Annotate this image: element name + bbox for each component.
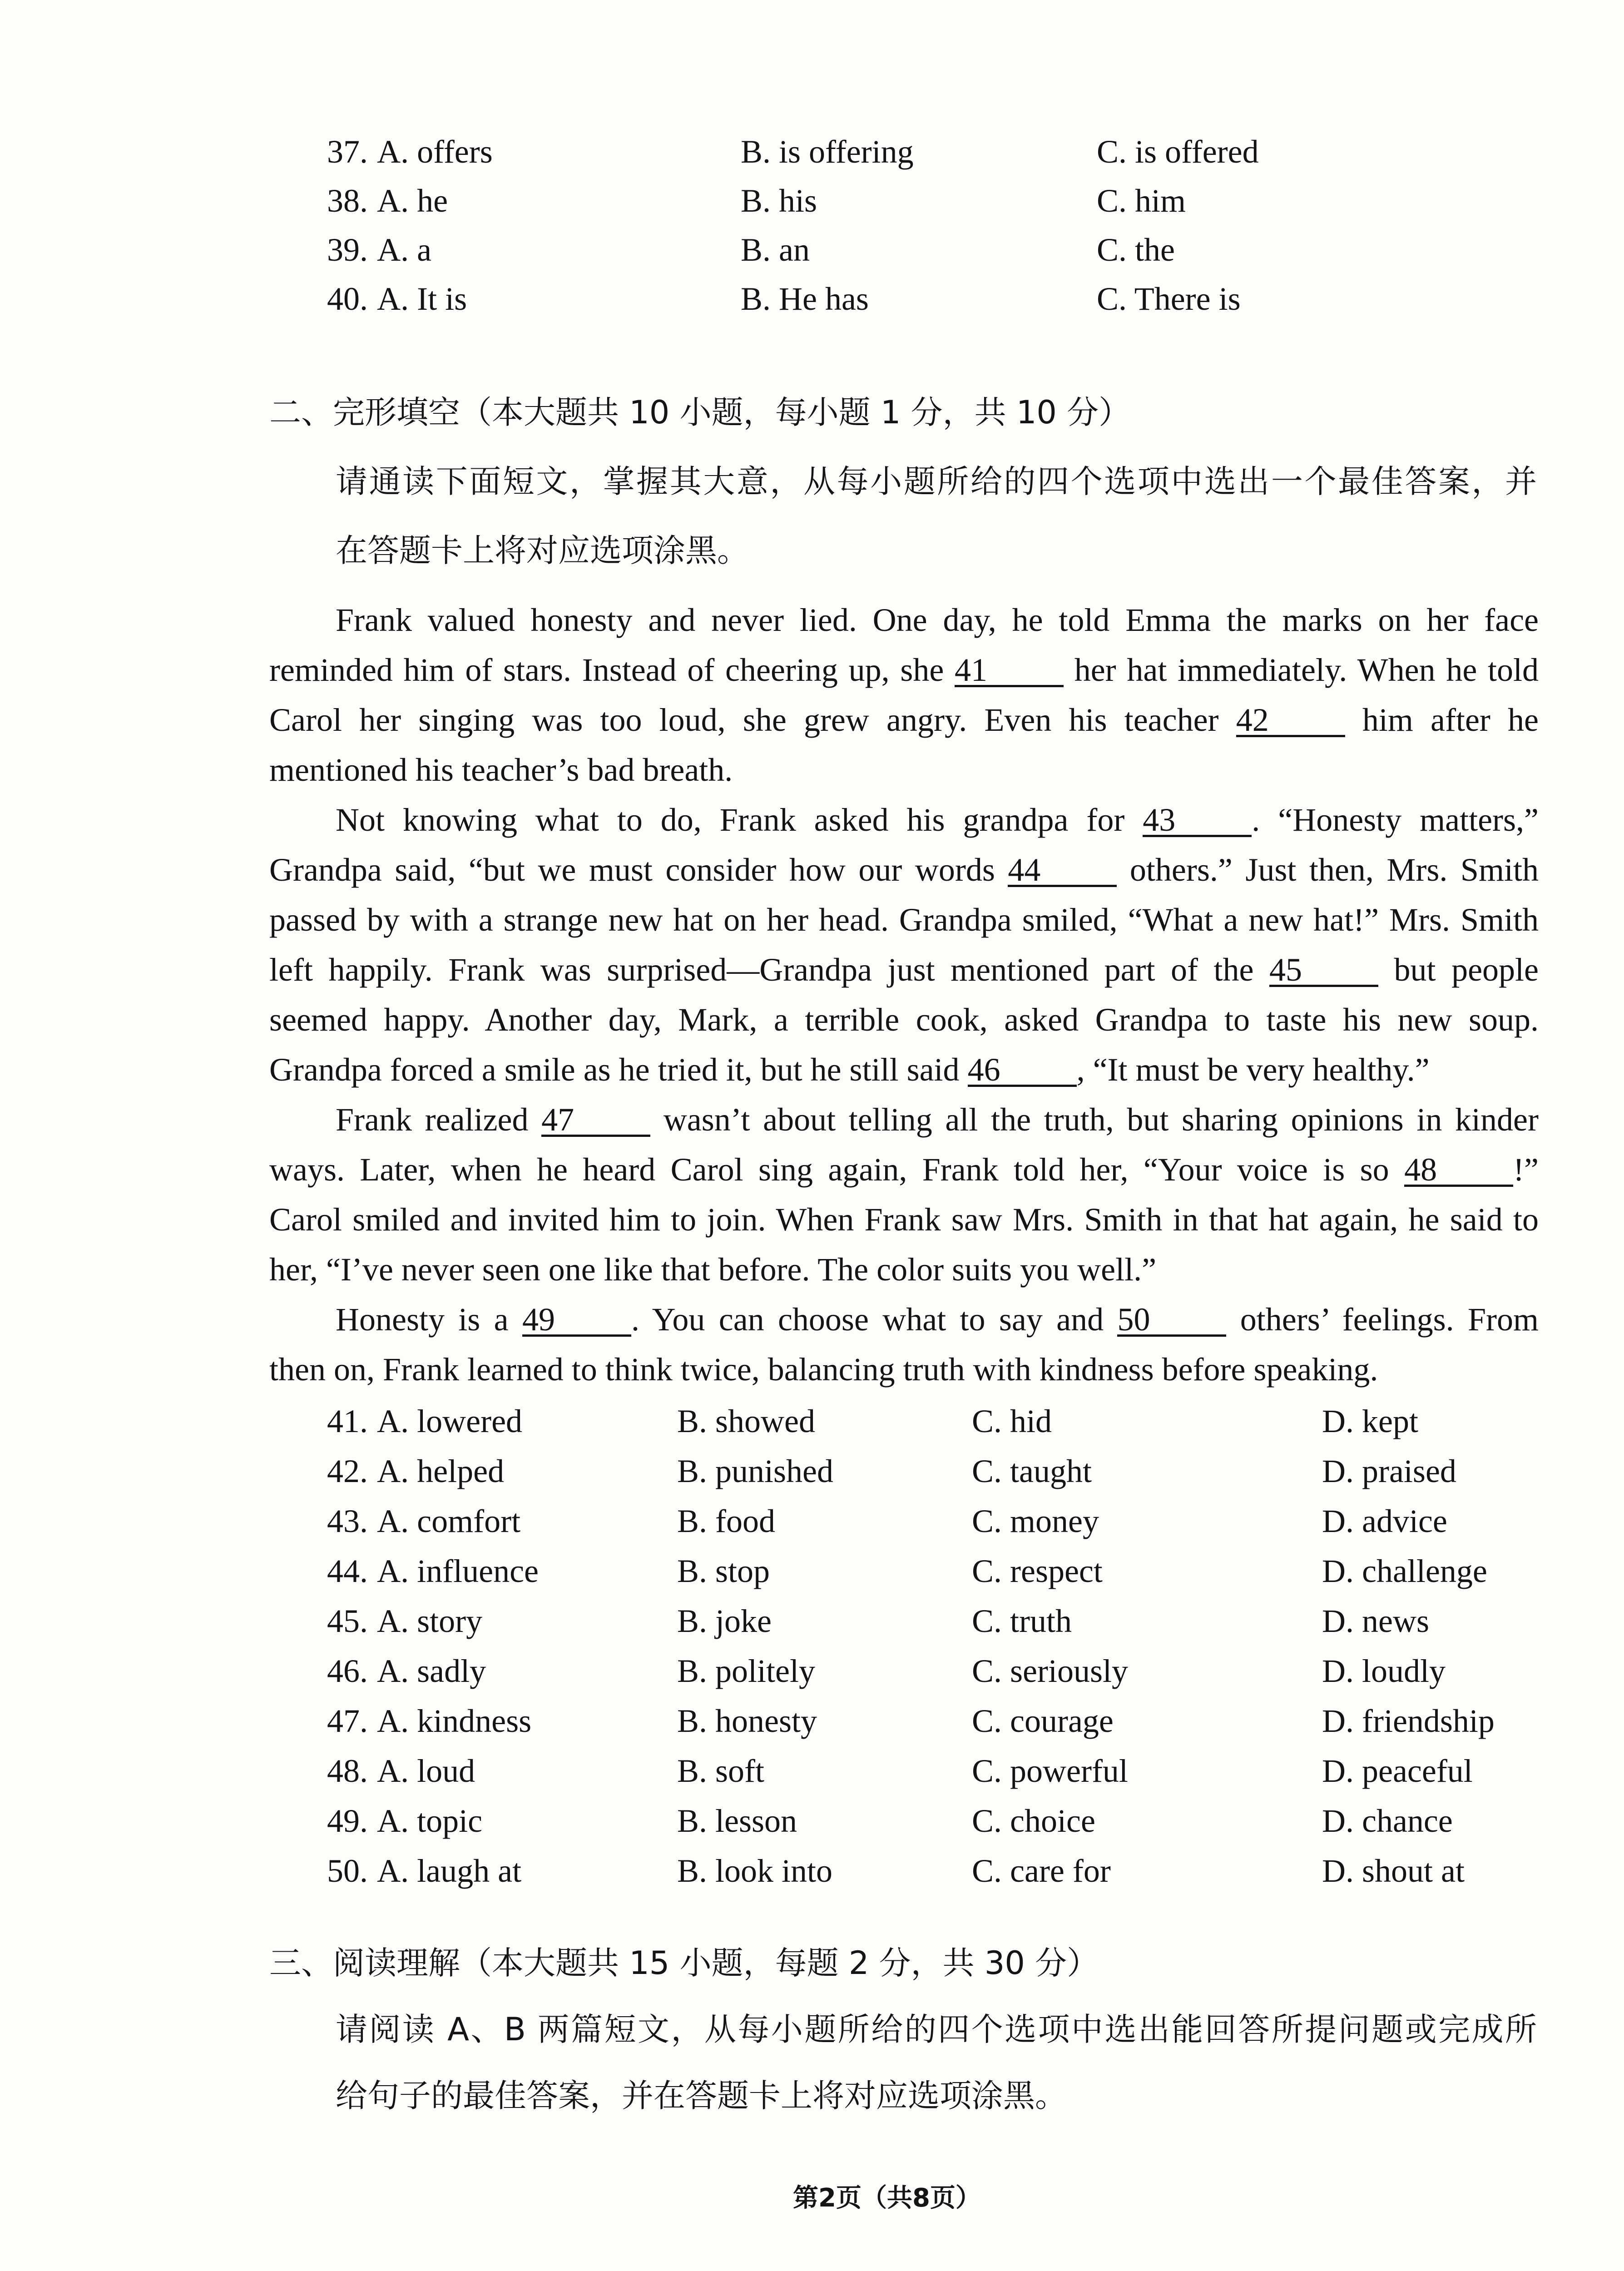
passage-text: then on, Frank learned to think twice, balancing truth with kindness before speaking. xyxy=(269,1351,1378,1388)
option-text: D. praised xyxy=(1322,1453,1456,1489)
blank-44: 44 xyxy=(1008,855,1117,887)
option-text: D. kept xyxy=(1322,1403,1418,1439)
option-c xyxy=(972,1496,1099,1546)
passage-text: Grandpa said, “but we must consider how our words xyxy=(269,852,1008,888)
option-text: A. It is xyxy=(377,281,467,317)
option-text: A. influence xyxy=(377,1553,539,1589)
blank-42: 42 xyxy=(1236,705,1345,737)
option-text: A. a xyxy=(377,232,432,268)
option-text: B. lesson xyxy=(677,1803,797,1839)
option-text: C. There is xyxy=(1097,281,1241,317)
option-text: C. the xyxy=(1097,232,1175,268)
option-b xyxy=(677,1846,832,1896)
option-b xyxy=(677,1596,772,1646)
option-text: B. joke xyxy=(677,1603,772,1639)
passage-text: others.” Just then, Mrs. Smith xyxy=(1117,852,1539,888)
blank-41: 41 xyxy=(955,655,1064,687)
passage-text: reminded him of stars. Instead of cheering up, she xyxy=(269,652,955,688)
option-text: D. news xyxy=(1322,1603,1429,1639)
option-b xyxy=(741,176,817,225)
option-text: C. seriously xyxy=(972,1653,1129,1689)
option-text: C. hid xyxy=(972,1403,1052,1439)
passage-text: . You can choose what to say and xyxy=(631,1301,1118,1338)
option-text: D. advice xyxy=(1322,1503,1447,1539)
option-text: B. food xyxy=(677,1503,775,1539)
option-b xyxy=(677,1496,775,1546)
question-number: 38. xyxy=(327,183,368,219)
option-b xyxy=(677,1446,833,1496)
passage-line xyxy=(269,995,1539,1045)
option-d xyxy=(1322,1596,1429,1646)
option-c xyxy=(972,1846,1111,1896)
option-b xyxy=(741,274,869,323)
option-a xyxy=(327,1696,531,1746)
option-a xyxy=(327,225,431,274)
option-d xyxy=(1322,1746,1473,1796)
option-c xyxy=(972,1646,1128,1696)
option-c xyxy=(972,1546,1103,1596)
option-text: D. friendship xyxy=(1322,1703,1495,1739)
question-number: 46. xyxy=(327,1653,368,1689)
instruction-line: 给句子的最佳答案，并在答题卡上将对应选项涂黑。 xyxy=(336,2077,1067,2114)
option-text: B. honesty xyxy=(677,1703,817,1739)
question-number: 41. xyxy=(327,1403,368,1439)
option-d xyxy=(1322,1546,1487,1596)
option-a xyxy=(327,1446,504,1496)
option-text: B. punished xyxy=(677,1453,834,1489)
option-a xyxy=(327,1796,482,1846)
question-number: 49. xyxy=(327,1803,368,1839)
option-a xyxy=(327,1496,520,1546)
passage-text: but people xyxy=(1378,952,1539,988)
blank-43: 43 xyxy=(1143,805,1252,837)
question-number: 43. xyxy=(327,1503,368,1539)
option-text: A. kindness xyxy=(377,1703,532,1739)
blank-45: 45 xyxy=(1269,955,1378,987)
option-c xyxy=(972,1446,1092,1496)
option-text: C. is offered xyxy=(1097,134,1259,170)
section3-instructions xyxy=(336,1996,1537,2129)
option-text: A. laugh at xyxy=(377,1853,522,1889)
blank-48: 48 xyxy=(1404,1155,1513,1187)
option-a xyxy=(327,127,493,176)
option-b xyxy=(677,1546,770,1596)
passage-text: others’ feelings. From xyxy=(1226,1301,1539,1338)
passage-line xyxy=(269,1245,1539,1294)
passage-paragraph xyxy=(269,1294,1539,1394)
passage-text: her hat immediately. When he told xyxy=(1064,652,1539,688)
question-number: 42. xyxy=(327,1453,368,1489)
option-text: D. challenge xyxy=(1322,1553,1487,1589)
question-row xyxy=(0,1846,1624,1896)
blank-49: 49 xyxy=(522,1304,631,1337)
passage-line xyxy=(269,1195,1539,1245)
passage-line xyxy=(269,1344,1539,1394)
question-row xyxy=(0,1796,1624,1846)
passage-paragraph xyxy=(269,795,1539,1095)
passage-text: seemed happy. Another day, Mark, a terrible cook, asked Grandpa to taste his new soup. xyxy=(269,1002,1539,1038)
passage-text: him after he xyxy=(1345,702,1539,738)
option-text: C. taught xyxy=(972,1453,1092,1489)
option-text: A. loud xyxy=(377,1753,475,1789)
option-b xyxy=(677,1696,817,1746)
option-text: A. comfort xyxy=(377,1503,521,1539)
question-number: 39. xyxy=(327,232,368,268)
option-c xyxy=(1097,225,1175,274)
option-a xyxy=(327,1546,539,1596)
section2-heading: 二、完形填空（本大题共 10 小题，每小题 1 分，共 10 分） xyxy=(269,394,1131,431)
question-row xyxy=(0,1596,1624,1646)
option-b xyxy=(677,1646,815,1696)
option-a xyxy=(327,1396,522,1446)
option-text: A. sadly xyxy=(377,1653,486,1689)
passage-text: wasn’t about telling all the truth, but sharing opinions in kinder xyxy=(650,1101,1539,1138)
option-b xyxy=(741,225,810,274)
passage-line xyxy=(269,1095,1539,1145)
option-c xyxy=(972,1796,1095,1846)
passage-line xyxy=(269,595,1539,645)
option-text: A. story xyxy=(377,1603,483,1639)
passage-text: , “It must be very healthy.” xyxy=(1076,1051,1430,1088)
passage-line xyxy=(269,1145,1539,1195)
option-c xyxy=(972,1746,1128,1796)
option-c xyxy=(972,1596,1072,1646)
option-c xyxy=(1097,176,1186,225)
option-text: B. look into xyxy=(677,1853,833,1889)
option-text: A. he xyxy=(377,183,448,219)
cloze-passage xyxy=(269,595,1539,1394)
question-row xyxy=(0,127,1624,176)
option-text: C. truth xyxy=(972,1603,1072,1639)
option-text: B. soft xyxy=(677,1753,765,1789)
section3-heading: 三、阅读理解（本大题共 15 小题，每题 2 分，共 30 分） xyxy=(269,1944,1099,1982)
passage-text: . “Honesty matters,” xyxy=(1252,802,1539,838)
option-d xyxy=(1322,1446,1456,1496)
question-row xyxy=(0,1496,1624,1546)
question-number: 48. xyxy=(327,1753,368,1789)
passage-text: Grandpa forced a smile as he tried it, but he still said xyxy=(269,1051,968,1088)
option-text: A. offers xyxy=(377,134,493,170)
option-a xyxy=(327,1596,482,1646)
question-row xyxy=(0,1646,1624,1696)
option-b xyxy=(677,1746,764,1796)
option-a xyxy=(327,1646,486,1696)
passage-text: Frank realized xyxy=(336,1101,542,1138)
option-text: B. politely xyxy=(677,1653,815,1689)
option-b xyxy=(741,127,914,176)
passage-line xyxy=(269,1294,1539,1344)
passage-line xyxy=(269,645,1539,695)
option-text: A. helped xyxy=(377,1453,505,1489)
passage-line xyxy=(269,1045,1539,1095)
question-row xyxy=(0,1396,1624,1446)
option-a xyxy=(327,1846,521,1896)
option-c xyxy=(972,1696,1114,1746)
option-text: B. is offering xyxy=(741,134,914,170)
option-c xyxy=(1097,127,1259,176)
blank-46: 46 xyxy=(968,1055,1077,1087)
question-row xyxy=(0,1546,1624,1596)
passage-text: Carol smiled and invited him to join. When Frank saw Mrs. Smith in that hat again, he said to xyxy=(269,1201,1539,1238)
option-text: B. his xyxy=(741,183,817,219)
question-number: 47. xyxy=(327,1703,368,1739)
passage-line xyxy=(269,895,1539,945)
passage-text: her, “I’ve never seen one like that before. The color suits you well.” xyxy=(269,1251,1157,1288)
option-a xyxy=(327,176,448,225)
passage-text: Frank valued honesty and never lied. One day, he told Emma the marks on her face xyxy=(336,602,1539,638)
passage-text: mentioned his teacher’s bad breath. xyxy=(269,752,733,788)
question-number: 40. xyxy=(327,281,368,317)
option-text: B. showed xyxy=(677,1403,815,1439)
passage-text: passed by with a strange new hat on her head. Grandpa smiled, “What a new hat!” Mrs. Smith xyxy=(269,902,1539,938)
cloze-questions-list xyxy=(0,1396,1624,1896)
option-text: A. lowered xyxy=(377,1403,523,1439)
passage-line xyxy=(269,745,1539,795)
blank-50: 50 xyxy=(1117,1304,1226,1337)
option-text: D. peaceful xyxy=(1322,1753,1473,1789)
option-text: D. shout at xyxy=(1322,1853,1465,1889)
option-text: C. him xyxy=(1097,183,1186,219)
passage-text: left happily. Frank was surprised—Grandpa just mentioned part of the xyxy=(269,952,1270,988)
question-row xyxy=(0,274,1624,323)
option-c xyxy=(1097,274,1241,323)
option-d xyxy=(1322,1796,1453,1846)
question-number: 50. xyxy=(327,1853,368,1889)
option-d xyxy=(1322,1496,1447,1546)
section2-instructions xyxy=(336,447,1537,585)
passage-text: Carol her singing was too loud, she grew angry. Even his teacher xyxy=(269,702,1236,738)
question-number: 44. xyxy=(327,1553,368,1589)
option-text: C. money xyxy=(972,1503,1099,1539)
question-row xyxy=(0,1746,1624,1796)
option-text: C. powerful xyxy=(972,1753,1128,1789)
option-text: C. care for xyxy=(972,1853,1111,1889)
option-text: C. respect xyxy=(972,1553,1103,1589)
blank-47: 47 xyxy=(541,1105,650,1137)
passage-line xyxy=(269,845,1539,895)
option-b xyxy=(677,1396,815,1446)
option-a xyxy=(327,274,467,323)
option-a xyxy=(327,1746,475,1796)
option-text: D. loudly xyxy=(1322,1653,1446,1689)
option-b xyxy=(677,1796,797,1846)
question-number: 45. xyxy=(327,1603,368,1639)
passage-line xyxy=(269,795,1539,845)
option-text: C. courage xyxy=(972,1703,1114,1739)
option-text: B. an xyxy=(741,232,810,268)
question-row xyxy=(0,176,1624,225)
option-text: D. chance xyxy=(1322,1803,1453,1839)
passage-paragraph xyxy=(269,1095,1539,1294)
passage-text: Not knowing what to do, Frank asked his grandpa for xyxy=(336,802,1143,838)
passage-text: Honesty is a xyxy=(336,1301,522,1338)
question-number: 37. xyxy=(327,134,368,170)
instruction-line: 请阅读 A、B 两篇短文，从每小题所给的四个选项中选出能回答所提问题或完成所 xyxy=(336,2011,1537,2048)
option-text: B. He has xyxy=(741,281,869,317)
passage-text: ways. Later, when he heard Carol sing again, Frank told her, “Your voice is so xyxy=(269,1151,1405,1188)
question-row xyxy=(0,1696,1624,1746)
option-text: A. topic xyxy=(377,1803,483,1839)
option-c xyxy=(972,1396,1052,1446)
option-d xyxy=(1322,1846,1465,1896)
instruction-line: 请通读下面短文，掌握其大意，从每小题所给的四个选项中选出一个最佳答案，并 xyxy=(336,463,1537,500)
page-footer: 第2页（共8页） xyxy=(793,2183,981,2213)
option-d xyxy=(1322,1396,1418,1446)
passage-paragraph xyxy=(269,595,1539,795)
question-row xyxy=(0,1446,1624,1496)
passage-line xyxy=(269,695,1539,745)
previous-questions-list xyxy=(0,127,1624,323)
passage-text: !” xyxy=(1513,1151,1539,1188)
instruction-line: 在答题卡上将对应选项涂黑。 xyxy=(336,532,749,569)
option-text: C. choice xyxy=(972,1803,1095,1839)
option-d xyxy=(1322,1646,1446,1696)
option-text: B. stop xyxy=(677,1553,770,1589)
option-d xyxy=(1322,1696,1495,1746)
passage-line xyxy=(269,945,1539,995)
question-row xyxy=(0,225,1624,274)
